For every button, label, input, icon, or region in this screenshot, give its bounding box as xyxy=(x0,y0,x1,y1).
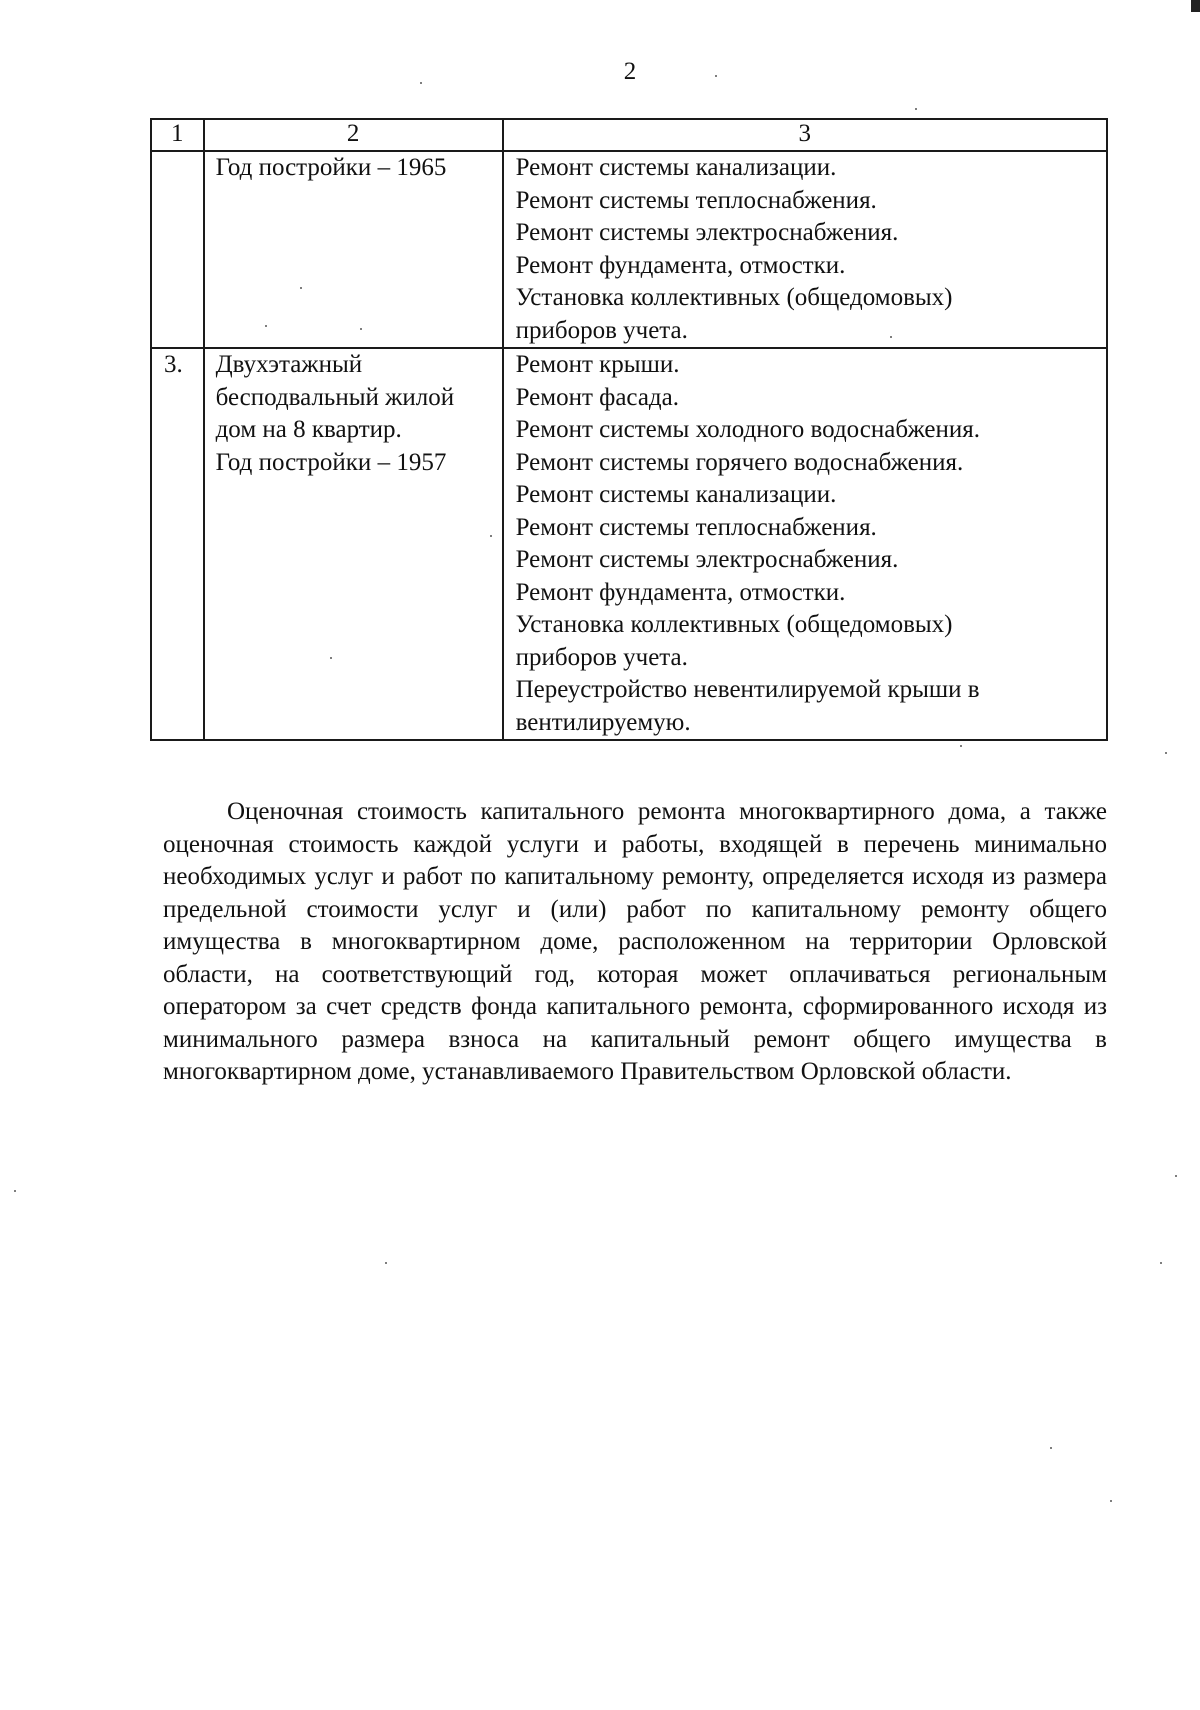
works-table xyxy=(150,118,1108,741)
work-item: Ремонт системы электроснабжения. xyxy=(515,546,899,573)
work-item: приборов учета. xyxy=(515,316,688,344)
table-row xyxy=(151,151,1107,348)
description-line: бесподвальный жилой xyxy=(215,383,455,411)
scan-speck xyxy=(385,1262,387,1264)
work-item: Ремонт системы канализации. xyxy=(515,154,837,181)
work-item: Ремонт системы электроснабжения. xyxy=(515,219,899,246)
scan-speck xyxy=(1160,1262,1162,1264)
table-row xyxy=(151,348,1107,740)
description-line: Год постройки – 1965 xyxy=(215,154,447,181)
scan-speck xyxy=(14,1190,16,1192)
scan-speck xyxy=(420,82,422,84)
row-number: 3. xyxy=(164,351,183,378)
work-item: Переустройство невентилируемой крыши в xyxy=(515,676,980,703)
work-item: Установка коллективных (общедомовых) xyxy=(515,284,953,311)
work-item: Установка коллективных (общедомовых) xyxy=(515,611,953,638)
row-number-cell xyxy=(151,151,204,348)
work-item: Ремонт фасада. xyxy=(515,383,679,411)
work-item: Ремонт системы теплоснабжения. xyxy=(515,186,877,214)
header-cell-3: 3 xyxy=(503,119,1107,151)
scan-speck xyxy=(1050,1447,1052,1449)
row-number-cell xyxy=(151,348,204,740)
header-cell-1: 1 xyxy=(151,119,204,151)
scan-speck xyxy=(715,75,717,77)
scan-speck xyxy=(915,108,917,110)
page-number: 2 xyxy=(623,58,637,85)
scan-speck xyxy=(300,287,302,289)
scan-speck xyxy=(960,745,962,747)
header-cell-2: 2 xyxy=(204,119,503,151)
scan-speck xyxy=(360,328,362,330)
work-item: вентилируемую. xyxy=(515,708,691,736)
scan-speck xyxy=(490,535,492,537)
scan-speck xyxy=(1175,1175,1177,1177)
scan-speck xyxy=(1165,752,1167,754)
description-line: Двухэтажный xyxy=(215,351,363,378)
description-cell xyxy=(204,348,503,740)
works-cell xyxy=(503,151,1107,348)
work-item: Ремонт крыши. xyxy=(515,351,680,378)
description-line: дом на 8 квартир. xyxy=(215,416,402,443)
work-item: Ремонт системы горячего водоснабжения. xyxy=(515,448,964,476)
work-item: приборов учета. xyxy=(515,643,688,671)
scan-speck xyxy=(890,336,892,338)
scan-speck xyxy=(265,325,267,327)
work-item: Ремонт системы холодного водоснабжения. xyxy=(515,416,981,443)
work-item: Ремонт фундамента, отмостки. xyxy=(515,578,846,606)
work-item: Ремонт системы канализации. xyxy=(515,481,837,508)
works-cell xyxy=(503,348,1107,740)
table-header-row xyxy=(151,119,1107,151)
description-line: Год постройки – 1957 xyxy=(215,448,447,476)
scan-speck xyxy=(1110,1500,1112,1502)
description-cell xyxy=(204,151,503,348)
body-paragraph: Оценочная стоимость капитального ремонта многоквартирного дома, а также оценочная стоимость каждой услуги и работы, входящей в перечень минимально необходимых услуг и работ по капитальному ремонту, определяется исходя из размера предельной стоимости услуг и (или) работ по капитальному ремонту общего имущества в многоквартирном доме, расположенном на территории Орловской области, на соответствующий год, которая может оплачиваться региональным оператором за счет средств фонда капитального ремонта, сформированного исходя из минимального размера взноса на капитальный ремонт общего имущества в многоквартирном доме, устанавливаемого Правительством Орловской области. xyxy=(163,798,1107,1085)
scan-corner-mark xyxy=(1191,0,1200,12)
work-item: Ремонт системы теплоснабжения. xyxy=(515,513,877,541)
scan-speck xyxy=(330,657,332,659)
work-item: Ремонт фундамента, отмостки. xyxy=(515,251,846,279)
